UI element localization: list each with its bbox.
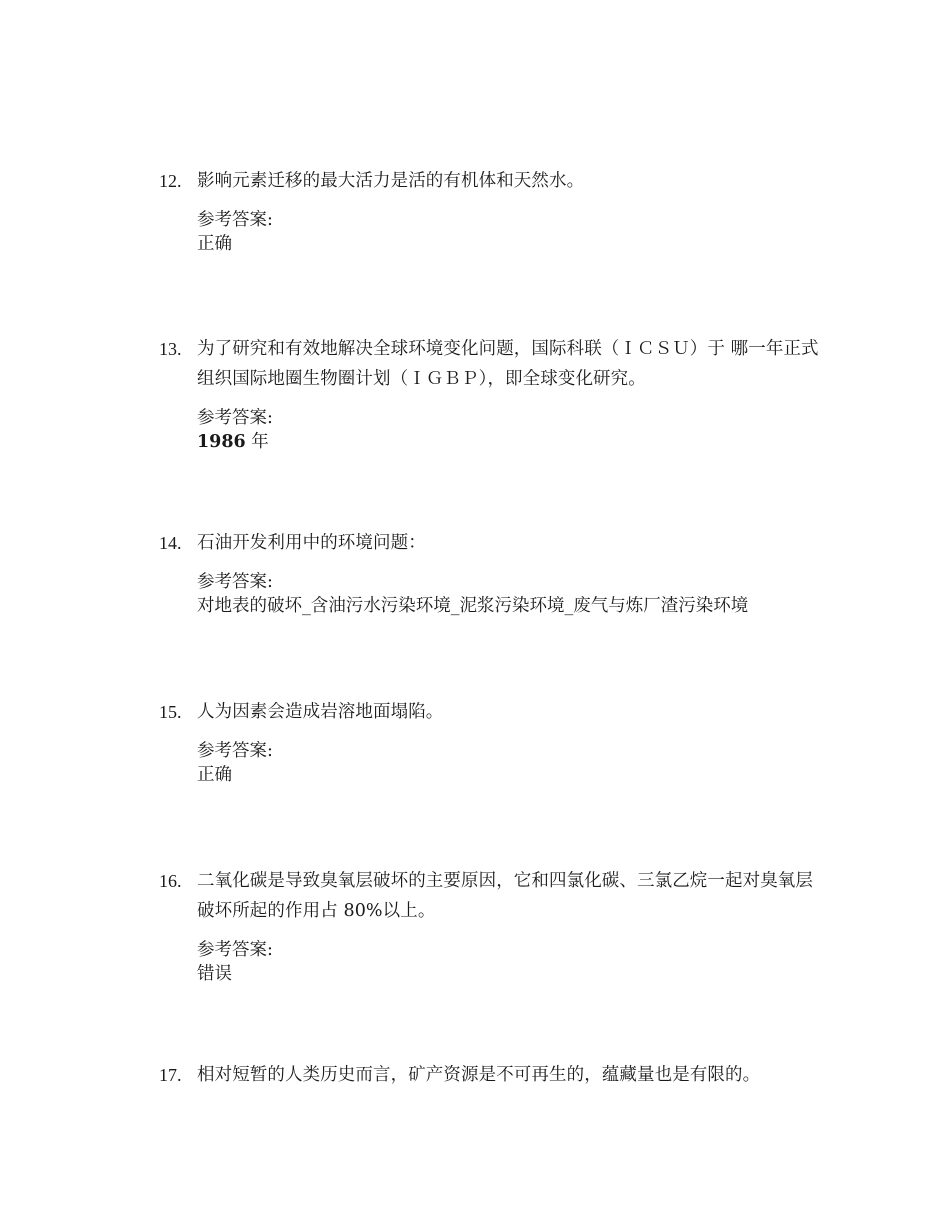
question-line <box>159 1060 819 1090</box>
question-line <box>159 866 819 926</box>
answer-value <box>197 430 819 454</box>
answer-value: 正确 <box>197 765 232 785</box>
answer-value: 对地表的破坏_含油污水污染环境_泥浆污染环境_废气与炼厂渣污染环境 <box>197 596 749 616</box>
question-text: 二氧化碳是导致臭氧层破坏的主要原因，它和四氯化碳、三氯乙烷一起对臭氧层破坏所起的作用占 80%以上。 <box>197 871 813 921</box>
question-number: 17. <box>159 1065 182 1085</box>
question-12 <box>159 166 819 256</box>
answer-block <box>197 208 819 256</box>
question-text: 相对短暂的人类历史而言，矿产资源是不可再生的，蕴藏量也是有限的。 <box>197 1065 761 1085</box>
answer-year-unit: 年 <box>245 432 269 452</box>
question-14 <box>159 528 819 618</box>
question-text: 石油开发利用中的环境问题： <box>197 533 426 553</box>
question-number: 12. <box>159 171 182 191</box>
question-line <box>159 166 819 196</box>
answer-label: 参考答案: <box>197 572 273 592</box>
answer-label: 参考答案: <box>197 940 273 960</box>
question-text: 影响元素迁移的最大活力是活的有机体和天然水。 <box>197 171 585 191</box>
answer-value: 错误 <box>197 964 232 984</box>
answer-label: 参考答案: <box>197 408 273 428</box>
question-number: 13. <box>159 339 182 359</box>
question-15 <box>159 697 819 787</box>
question-13 <box>159 334 819 454</box>
question-line <box>159 334 819 394</box>
question-text: 人为因素会造成岩溶地面塌陷。 <box>197 702 444 722</box>
question-text: 为了研究和有效地解决全球环境变化问题，国际科联（ＩＣＳＵ）于 哪一年正式组织国际地圈生物圈计划（ＩＧＢＰ），即全球变化研究。 <box>197 339 819 389</box>
answer-value: 正确 <box>197 234 232 254</box>
question-number: 16. <box>159 871 182 891</box>
answer-block <box>197 739 819 787</box>
question-number: 14. <box>159 533 182 553</box>
answer-block <box>197 406 819 454</box>
question-17 <box>159 1060 819 1090</box>
answer-year: 1986 <box>197 432 246 452</box>
question-line <box>159 528 819 558</box>
answer-block <box>197 938 819 986</box>
question-16 <box>159 866 819 986</box>
answer-label: 参考答案: <box>197 210 273 230</box>
answer-label: 参考答案: <box>197 741 273 761</box>
question-line <box>159 697 819 727</box>
question-number: 15. <box>159 702 182 722</box>
answer-block <box>197 570 819 618</box>
